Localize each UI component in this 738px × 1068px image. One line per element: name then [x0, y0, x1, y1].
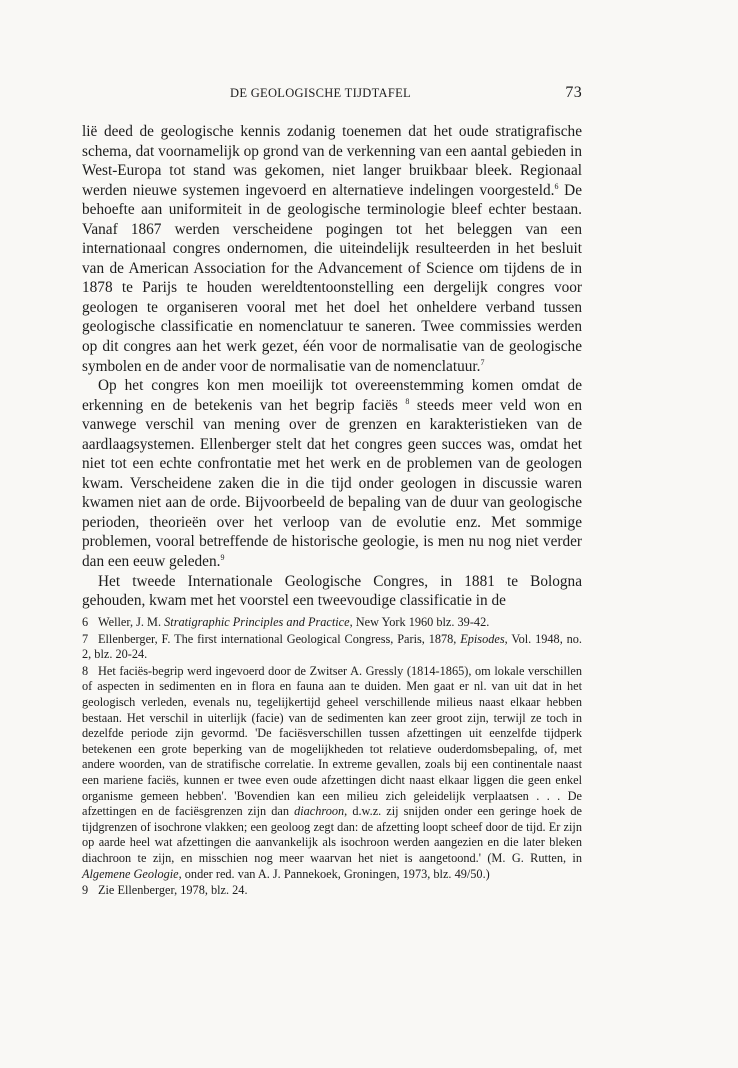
footnote-7: 7 Ellenberger, F. The first international Geological Congress, Paris, 1878, Episodes, Vol. 1948, no. 2, blz. 20-24.	[82, 631, 582, 662]
page-number: 73	[565, 84, 582, 101]
body-text	[82, 122, 582, 611]
paragraph-3: Het tweede Internationale Geologische Congres, in 1881 te Bologna gehouden, kwam met het voorstel een tweevoudige classificatie in de	[82, 572, 582, 610]
footnote-ref-9: 9	[220, 553, 225, 563]
footnote-6: 6 Weller, J. M. Stratigraphic Principles and Practice, New York 1960 blz. 39-42.	[82, 615, 490, 629]
paragraph-1: lië deed de geologische kennis zodanig toenemen dat het oude stratigrafische schema, dat voornamelijk op grond van de verkenning van een aantal gebieden in West-Europa tot stand was gekomen, niet langer bruikbaar bleek. Regionaal werden nieuwe systemen ingevoerd en alternatieve indelingen voorgesteld.$^6$ De behoefte aan uniformiteit in de geologische terminologie bleef echter bestaan. Vanaf 1867 werden verscheidene pogingen tot het beleggen van een internationaal congres ondernomen, die uiteindelijk resulteerden in het besluit van de American Association for the Advancement of Science om tijdens de in 1878 te Parijs te houden wereldtentoonstelling een dergelijk congres voor geologen te organiseren vooral met het doel het onheldere verband tussen geologische classificatie en nomenclatuur te saneren. Twee commissies werden op dit congres aan het werk gezet, één voor de normalisatie van de geologische symbolen en de ander voor de normalisatie van de nomenclatuur.$^7$	[82, 123, 582, 375]
footnotes	[82, 615, 582, 900]
footnote-ref-7: 7	[480, 357, 485, 367]
paragraph-2: Op het congres kon men moeilijk tot overeenstemming komen omdat de erkenning en de betekenis van het begrip faciës $^8$ steeds meer veld won en vanwege verschil van mening over de grenzen en karakteristieken van de aardlaagsystemen. Ellenberger stelt dat het congres geen succes was, omdat het niet tot een echte confrontatie met het werk en de problemen van de geologen kwam. Verscheidene zaken die in die tijd onder geologen in discussie waren kwamen niet aan de orde. Bijvoorbeeld de bepaling van de duur van geologische perioden, theorieën over het verloop van de evolutie enz. Met sommige problemen, vooral betreffende de historische geologie, is men nu nog niet verder dan een eeuw geleden.$^9$	[82, 377, 582, 571]
footnote-ref-6: 6	[554, 181, 559, 191]
footnote-9: 9 Zie Ellenberger, 1978, blz. 24.	[82, 883, 248, 898]
footnote-ref-8: 8	[405, 396, 410, 406]
footnote-8: 8 Het faciës-begrip werd ingevoerd door de Zwitser A. Gressly (1814-1865), om lokale verschillen of aspecten in sedimenten en in flora en fauna aan te duiden. Men gaat er nl. van uit dat in het geologisch verleden, evenals nu, tegelijkertijd geheel verschillende milieus naast elkaar hebben bestaan. Het verschil in uiterlijk (facie) van de sedimenten kan zeer groot zijn, terwijl ze toch in dezelfde periode zijn gevormd. 'De faciësverschillen tussen afzettingen uit eenzelfde tijdperk betekenen een grote beperking van de mogelijkheden tot relatieve ouderdomsbepaling, of, met andere woorden, van de stratifische correlatie. In extreme gevallen, zoals bij een continentale naast een mariene faciës, kunnen er twee even oude afzettingen dicht naast elkaar liggen die geen enkel organisme gemeen hebben'. 'Bovendien kan een milieu zich geleidelijk verplaatsen . . . De afzettingen en de faciësgrenzen zijn dan diachroon, d.w.z. zij snijden onder een geringe hoek de tijdgrenzen of isochrone vlakken; een geoloog zegt dan: de afzetting loopt scheef door de tijd. Er zijn op aarde heel wat afzettingen die aanvankelijk als isochroon werden aangezien en die later bleken diachroon te zijn, en misschien nog meer waarvan het niet is aangetoond.' (M. G. Rutten, in Algemene Geologie, onder red. van A. J. Pannekoek, Groningen, 1973, blz. 49/50.)	[82, 663, 582, 881]
running-head-title: DE GEOLOGISCHE TIJDTAFEL	[230, 86, 411, 100]
